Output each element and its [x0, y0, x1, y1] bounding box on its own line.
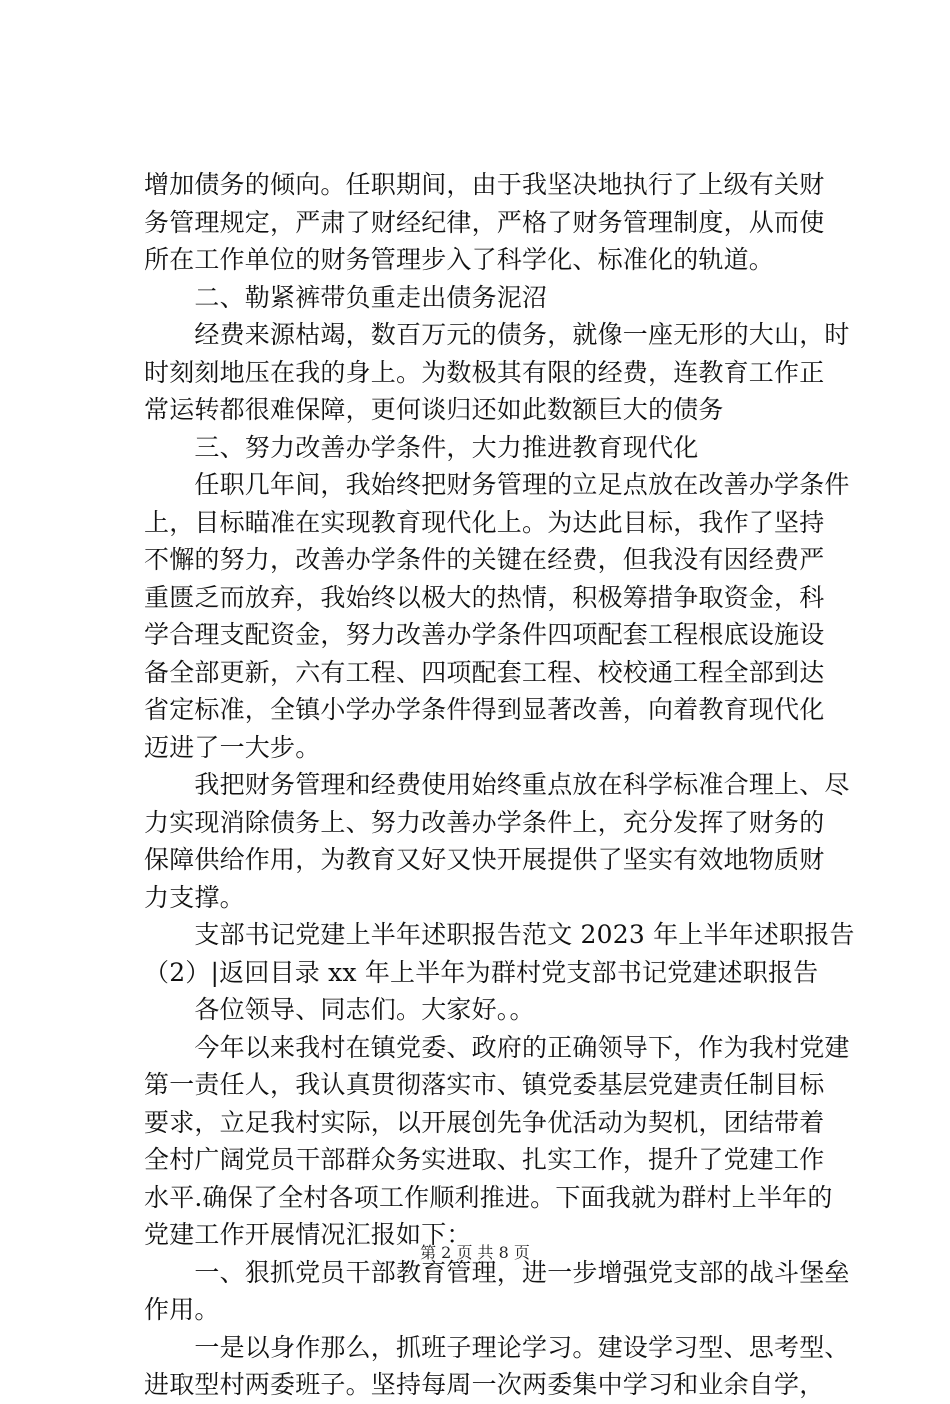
text-line: 今年以来我村在镇党委、政府的正确领导下，作为我村党建 — [144, 1032, 850, 1062]
text-line: 所在工作单位的财务管理步入了科学化、标准化的轨道。 — [144, 245, 775, 274]
text-line: 任职几年间，我始终把财务管理的立足点放在改善办学条件 — [144, 470, 850, 499]
text-line: 省定标准，全镇小学办学条件得到显著改善，向着教育现代化 — [144, 695, 825, 724]
section-heading: 一、狠抓党员干部教育管理，进一步增强党支部的战斗堡垒 — [144, 1257, 850, 1287]
text-line: 增加债务的倾向。任职期间，由于我坚决地执行了上级有关财 — [144, 170, 825, 199]
text-line: 常运转都很难保障，更何谈归还如此数额巨大的债务 — [144, 395, 724, 424]
text-line: 水平.确保了全村各项工作顺利推进。下面我就为群村上半年的 — [144, 1182, 833, 1212]
text-line: 备全部更新，六有工程、四项配套工程、校校通工程全部到达 — [144, 657, 825, 687]
text-line: 要求，立足我村实际，以开展创先争优活动为契机，团结带着 — [144, 1107, 825, 1137]
text-line: 我把财务管理和经费使用始终重点放在科学标准合理上、尽 — [144, 770, 850, 799]
text-line: 重匮乏而放弃，我始终以极大的热情，积极筹措争取资金，科 — [144, 582, 825, 612]
text-line: 迈进了一大步。 — [144, 732, 321, 762]
text-line: 全村广阔党员干部群众务实进取、扎实工作，提升了党建工作 — [144, 1145, 825, 1174]
text-line: 务管理规定，严肃了财经纪律，严格了财务管理制度，从而使 — [144, 207, 825, 237]
text-line: 时刻刻地压在我的身上。为数极其有限的经费，连教育工作正 — [144, 357, 825, 387]
section-heading: 二、勒紧裤带负重走出债务泥沼 — [144, 282, 548, 312]
text-line: 经费来源枯竭，数百万元的债务，就像一座无形的大山，时 — [144, 320, 850, 349]
report-title-line: 支部书记党建上半年述职报告范文 2023 年上半年述职报告 — [144, 920, 855, 949]
text-line: 一是以身作那么，抓班子理论学习。建设学习型、思考型、 — [144, 1332, 850, 1362]
text-line: 进取型村两委班子。坚持每周一次两委集中学习和业余自学， — [144, 1370, 825, 1399]
text-line: 作用。 — [144, 1295, 220, 1324]
text-line: 不懈的努力，改善办学条件的关键在经费，但我没有因经费严 — [144, 545, 825, 574]
page-number-footer: 第 2 页 共 8 页 — [420, 1243, 530, 1262]
section-heading: 三、努力改善办学条件，大力推进教育现代化 — [144, 432, 699, 462]
text-line: 学合理支配资金，努力改善办学条件四项配套工程根底设施设 — [144, 620, 825, 649]
text-line: 上，目标瞄准在实现教育现代化上。为达此目标，我作了坚持 — [144, 507, 825, 537]
document-body — [144, 166, 855, 1404]
text-line: 保障供给作用，为教育又好又快开展提供了坚实有效地物质财 — [144, 845, 825, 874]
text-line: 各位领导、同志们。大家好。。 — [144, 995, 535, 1024]
text-line: 党建工作开展情况汇报如下： — [144, 1220, 472, 1249]
text-line: 力支撑。 — [144, 882, 245, 912]
text-line: 力实现消除债务上、努力改善办学条件上，充分发挥了财务的 — [144, 807, 825, 837]
text-line: 第一责任人，我认真贯彻落实市、镇党委基层党建责任制目标 — [144, 1070, 825, 1099]
report-title-line: （2）|返回目录 xx 年上半年为群村党支部书记党建述职报告 — [144, 957, 819, 987]
